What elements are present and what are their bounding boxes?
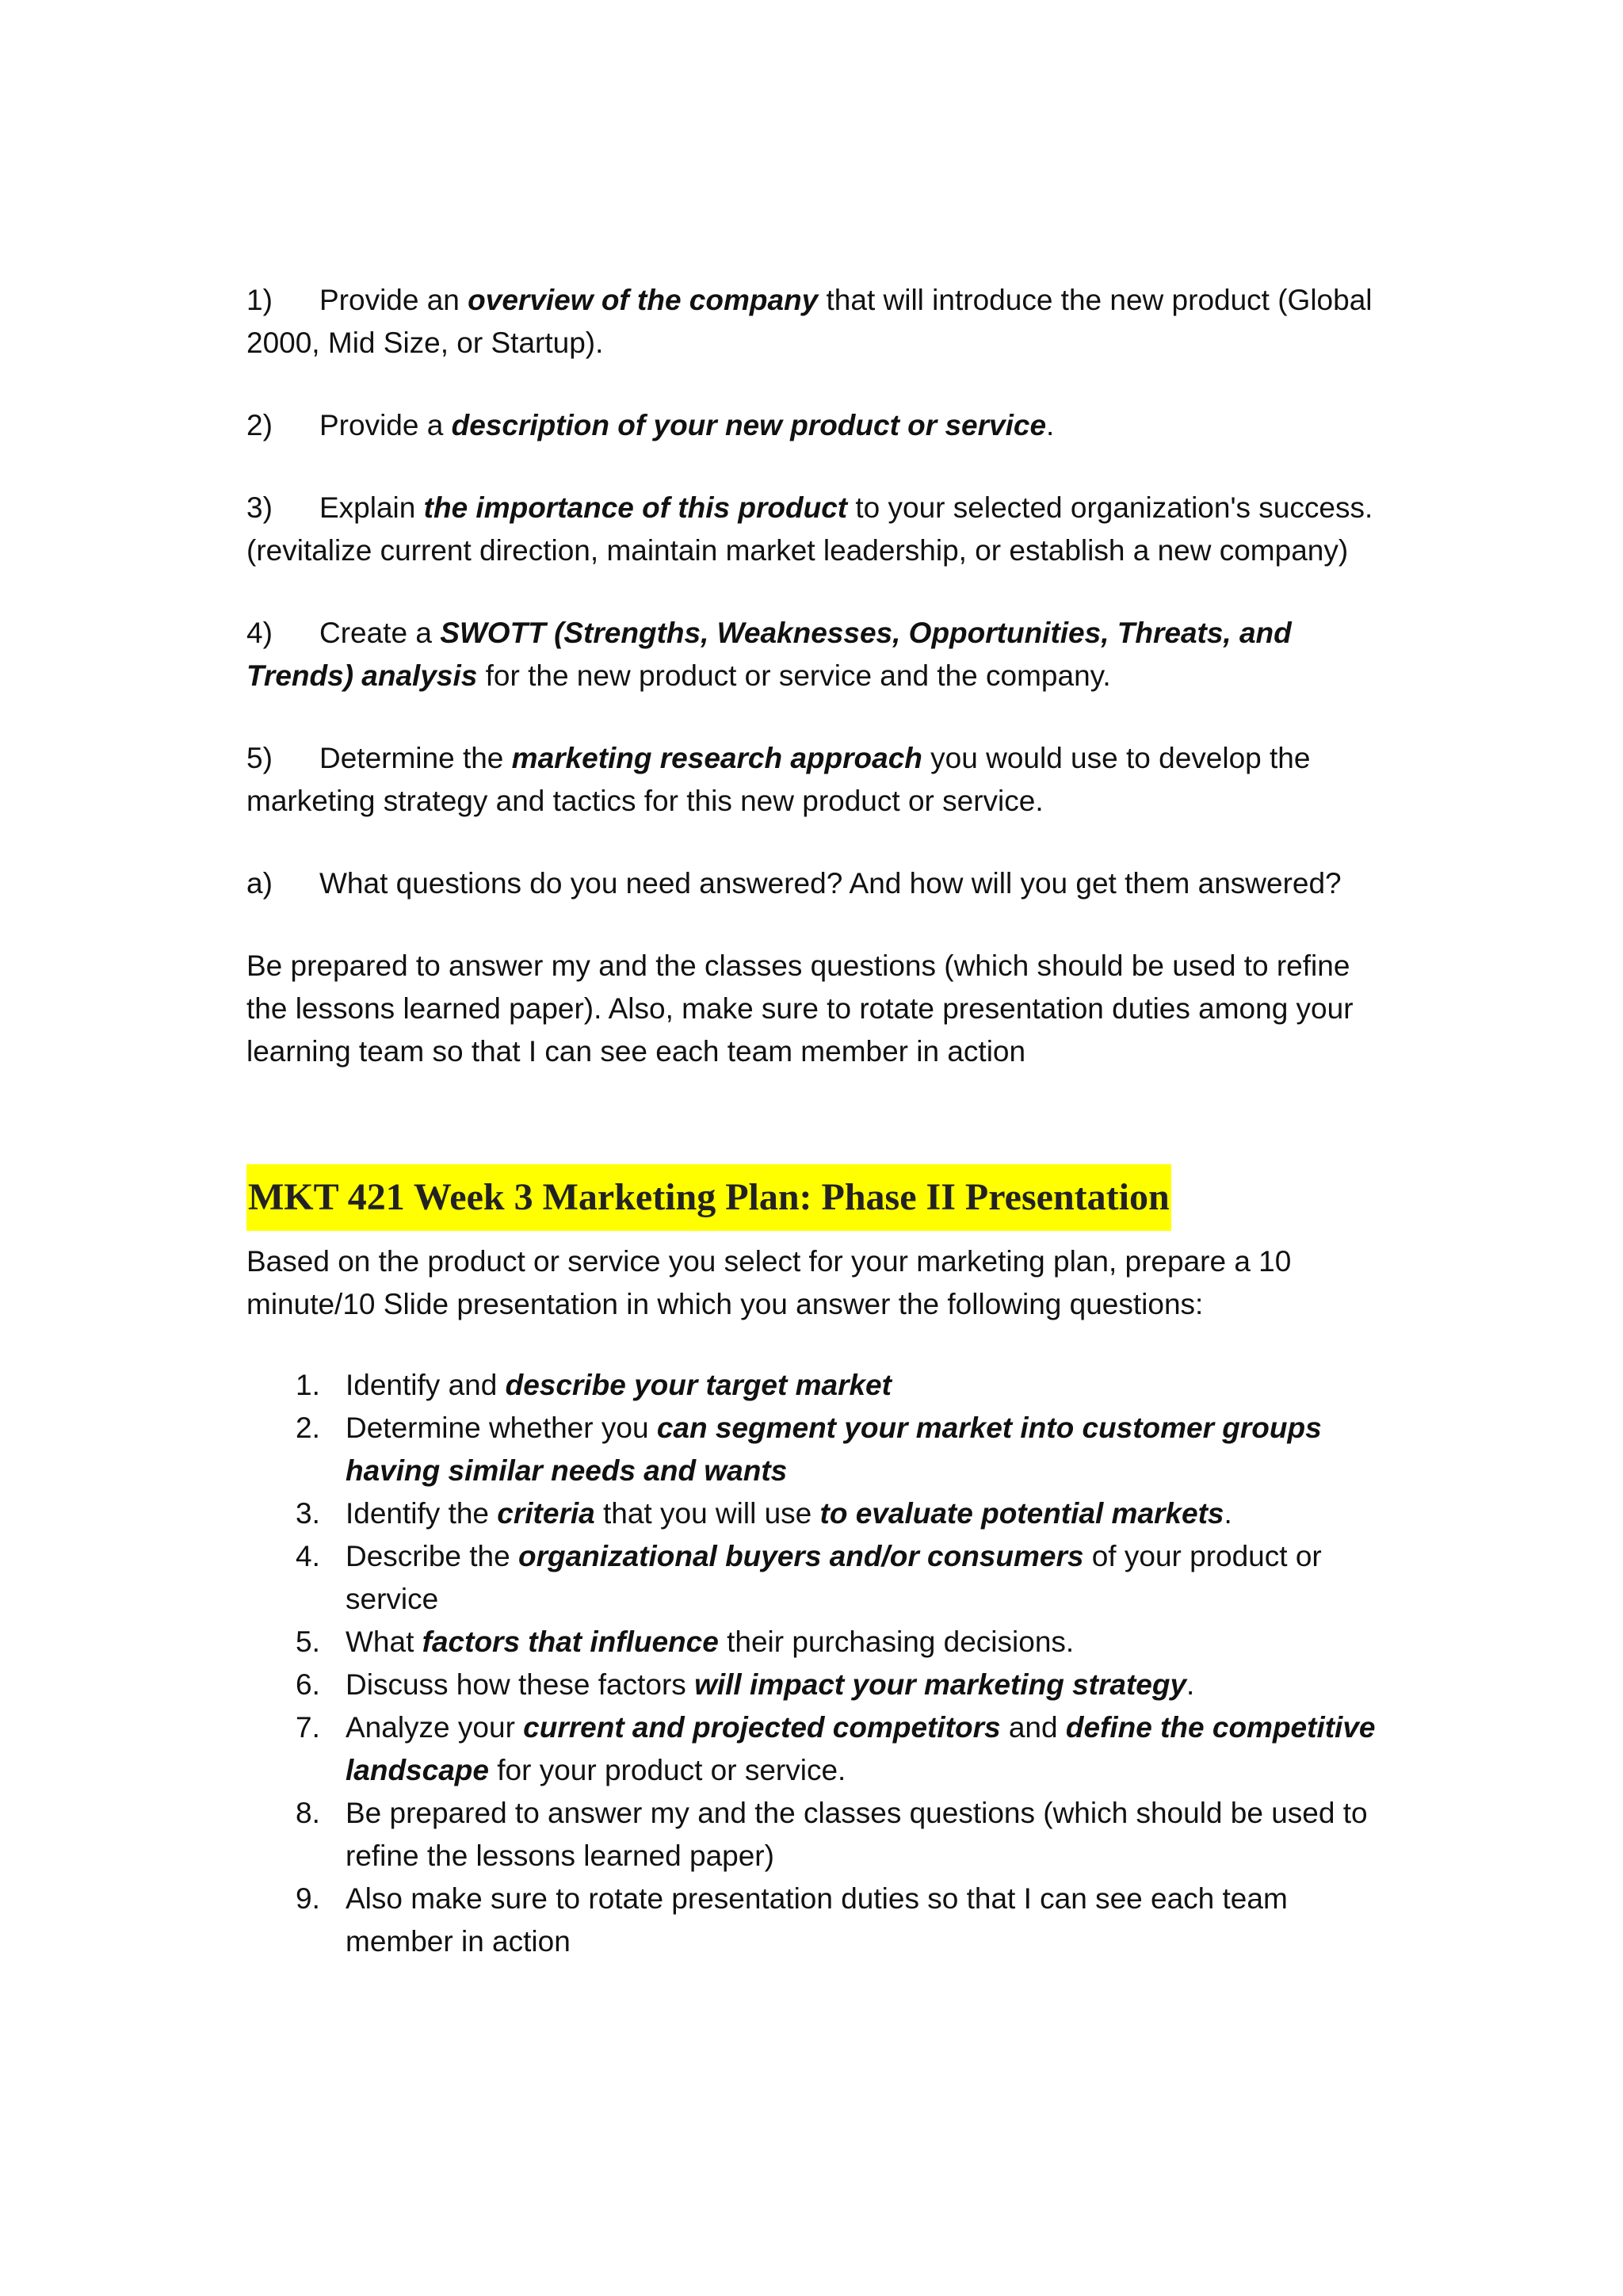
emphasis-text: define the competitive landscape (346, 1711, 1376, 1786)
question-item (246, 1621, 1388, 1664)
body-text: for the new product or service and the company. (477, 659, 1111, 692)
task-number: 3) (246, 491, 273, 524)
body-text: to your selected organization's success. (revitalize current direction, maintain market leadership, or establish a new company) (246, 491, 1373, 567)
body-text: that you will use (594, 1497, 820, 1530)
emphasis-text: current and projected competitors (523, 1711, 1001, 1744)
task-item (246, 487, 1388, 572)
body-text: Provide an (319, 284, 468, 316)
emphasis-text: overview of the company (468, 284, 819, 316)
body-text: . (1046, 409, 1055, 441)
body-text: Explain (319, 491, 424, 524)
question-list (246, 1364, 1388, 1963)
question-number: 5. (296, 1626, 320, 1658)
task-item (246, 279, 1388, 365)
body-text: Create a (319, 617, 441, 649)
intro-paragraph: Based on the product or service you select for your marketing plan, prepare a 10 minute/10 Slide presentation in which you answer the following questions: (246, 1245, 1292, 1320)
body-text: Discuss how these factors (346, 1668, 695, 1701)
question-item (246, 1407, 1388, 1492)
question-item (246, 1706, 1388, 1792)
heading-wrap (246, 1164, 1388, 1231)
emphasis-text: factors that influence (422, 1626, 719, 1658)
body-text: Determine whether you (346, 1412, 657, 1444)
question-number: 1. (296, 1369, 320, 1401)
emphasis-text: can segment your market into customer groups having similar needs and wants (346, 1412, 1322, 1487)
closing-paragraph: Be prepared to answer my and the classes questions (which should be used to refine the lessons learned paper). Also, make sure to rotate presentation duties among your learning team so that I can see each team member in action (246, 949, 1354, 1068)
emphasis-text: the importance of this product (423, 491, 848, 524)
question-item (246, 1535, 1388, 1621)
body-text: Identify the (346, 1497, 498, 1530)
body-text: Determine the (319, 742, 512, 774)
question-item (246, 1492, 1388, 1535)
body-text: . (1186, 1668, 1195, 1701)
body-text: and (1000, 1711, 1066, 1744)
body-text: Be prepared to answer my and the classes questions (which should be used to refine the lessons learned paper) (346, 1797, 1368, 1872)
body-text: of your product or service (346, 1540, 1322, 1615)
body-text: you would use to develop the marketing strategy and tactics for this new product or service. (246, 742, 1311, 817)
task-number: 4) (246, 617, 273, 649)
body-text: their purchasing decisions. (718, 1626, 1075, 1658)
emphasis-text: organizational buyers and/or consumers (518, 1540, 1084, 1572)
document-page (246, 279, 1388, 1963)
question-number: 3. (296, 1497, 320, 1530)
question-number: 7. (296, 1711, 320, 1744)
body-text: Analyze your (346, 1711, 524, 1744)
question-item (246, 1878, 1388, 1963)
emphasis-text: criteria (497, 1497, 595, 1530)
question-number: 8. (296, 1797, 320, 1829)
task-item (246, 737, 1388, 823)
emphasis-text: description of your new product or service (451, 409, 1047, 441)
question-number: 4. (296, 1540, 320, 1572)
task-item (246, 404, 1388, 447)
emphasis-text: marketing research approach (511, 742, 922, 774)
question-item (246, 1364, 1388, 1407)
emphasis-text: describe your target market (505, 1369, 892, 1401)
task-number: 5) (246, 742, 273, 774)
task-number: a) (246, 867, 273, 900)
task-number: 1) (246, 284, 273, 316)
question-number: 2. (296, 1412, 320, 1444)
body-text: . (1224, 1497, 1232, 1530)
body-text: that will introduce the new product (Global 2000, Mid Size, or Startup). (246, 284, 1373, 359)
body-text: Provide a (319, 409, 452, 441)
question-item (246, 1664, 1388, 1706)
body-text: Also make sure to rotate presentation duties so that I can see each team member in action (346, 1882, 1288, 1958)
task-item (246, 862, 1388, 905)
task-list (246, 279, 1388, 905)
task-item (246, 612, 1388, 697)
task-number: 2) (246, 409, 273, 441)
question-number: 6. (296, 1668, 320, 1701)
section-heading: MKT 421 Week 3 Marketing Plan: Phase II Presentation (246, 1164, 1171, 1231)
question-item (246, 1792, 1388, 1878)
body-text: Describe the (346, 1540, 518, 1572)
question-number: 9. (296, 1882, 320, 1915)
body-text: Identify and (346, 1369, 506, 1401)
body-text: What (346, 1626, 422, 1658)
body-text: What questions do you need answered? And how will you get them answered? (319, 867, 1342, 900)
emphasis-text: to evaluate potential markets (819, 1497, 1224, 1530)
emphasis-text: will impact your marketing strategy (694, 1668, 1187, 1701)
emphasis-text: SWOTT (Strengths, Weaknesses, Opportunities, Threats, and Trends) analysis (246, 617, 1292, 692)
body-text: for your product or service. (488, 1754, 846, 1786)
